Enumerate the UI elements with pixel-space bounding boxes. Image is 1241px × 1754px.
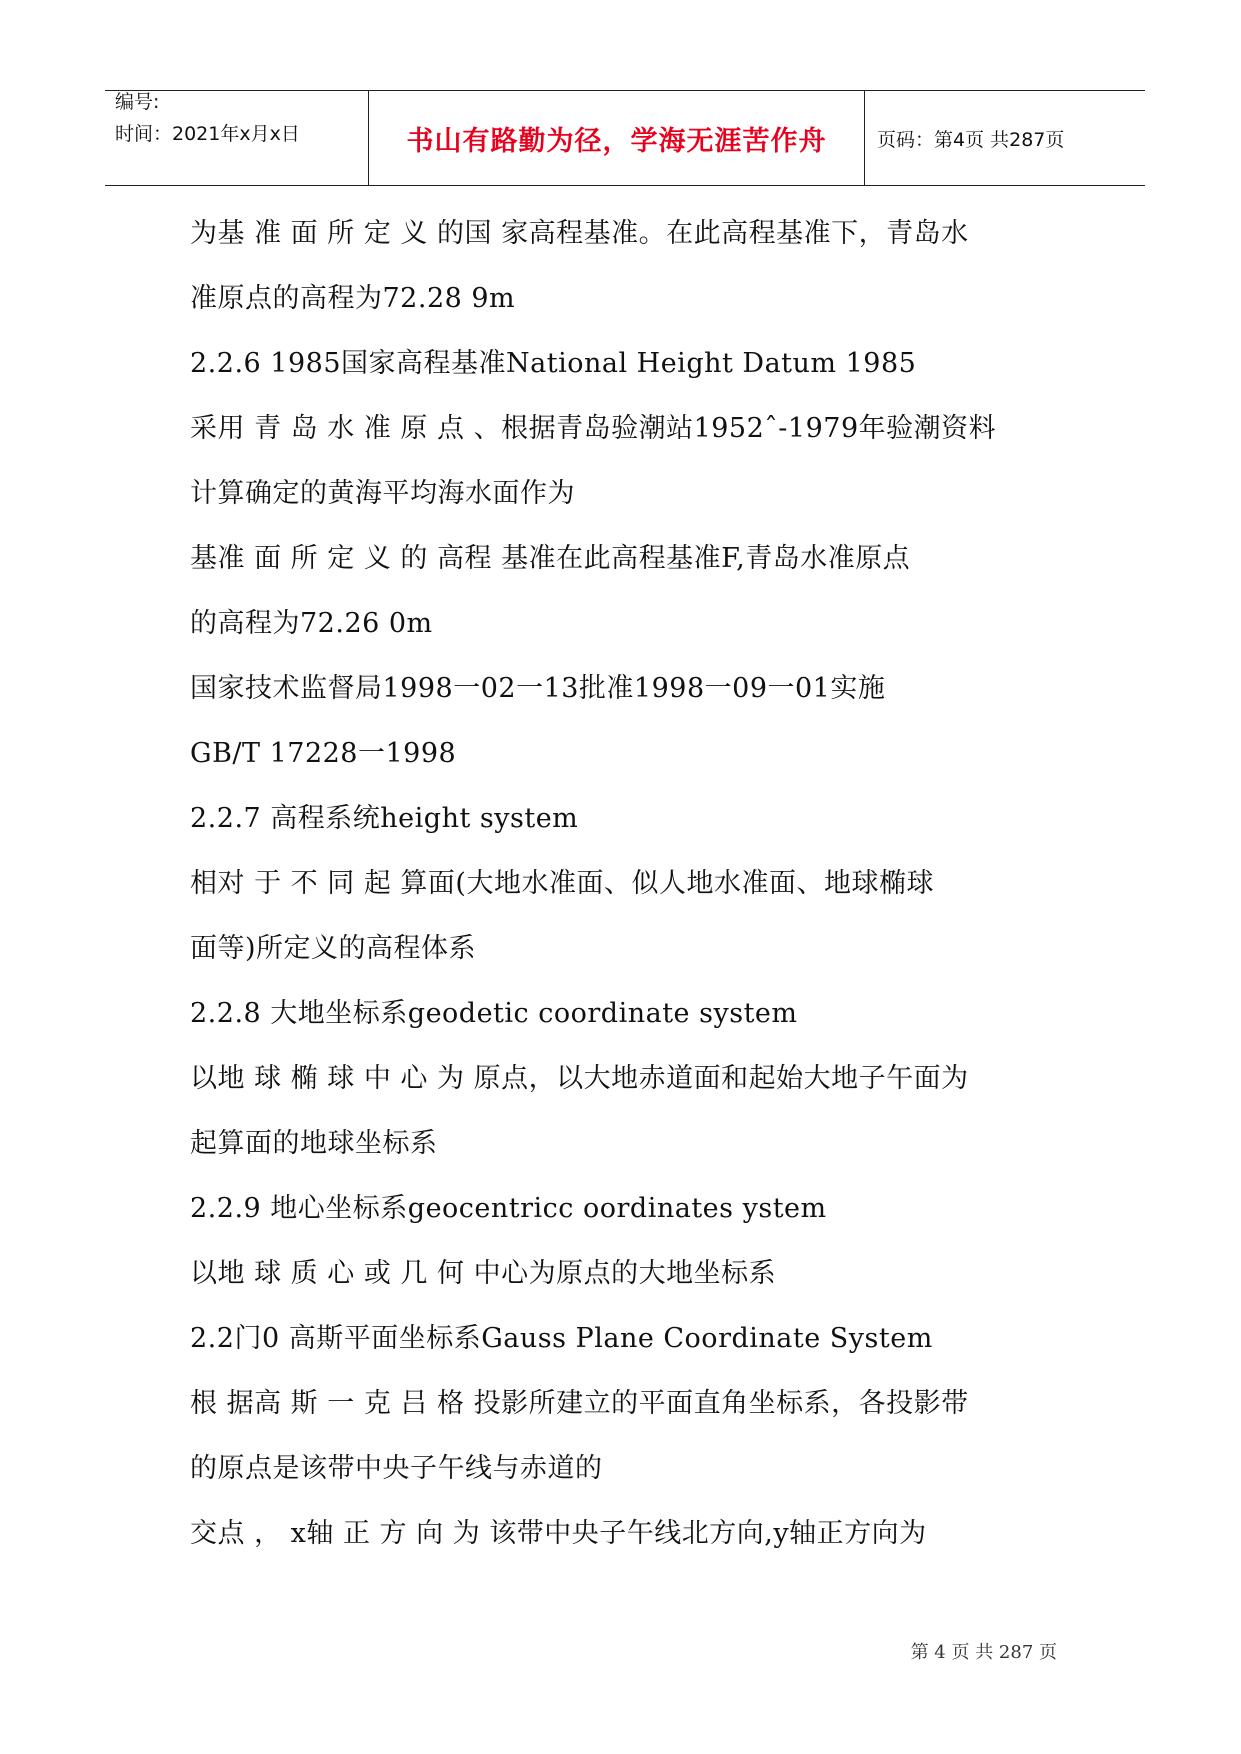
header-page-label: 页码：第4页 共287页 (877, 129, 1065, 151)
section-heading-2-2-6: 2.2.6 1985国家高程基准National Height Datum 1985 (190, 348, 917, 379)
header-motto: 书山有路勤为径，学海无涯苦作舟 (406, 126, 827, 157)
page-footer: 第 4 页 共 287 页 (910, 1642, 1057, 1663)
document-number-label: 编号: (115, 91, 160, 113)
section-heading-2-2-8: 2.2.8 大地坐标系geodetic coordinate system (190, 998, 798, 1029)
body-line: 以地 球 质 心 或 几 何 中心为原点的大地坐标系 (190, 1258, 777, 1289)
body-line: 为基 准 面 所 定 义 的国 家高程基准。在此高程基准下，青岛水 (190, 218, 969, 249)
body-line: 根 据高 斯 一 克 吕 格 投影所建立的平面直角坐标系，各投影带 (190, 1388, 969, 1419)
section-heading-2-2-7: 2.2.7 高程系统height system (190, 803, 579, 834)
header-right-cell (865, 91, 1145, 185)
document-time-label: 时间：2021年x月x日 (115, 123, 300, 145)
body-line: 基准 面 所 定 义 的 高程 基准在此高程基准F,青岛水准原点 (190, 543, 911, 574)
section-heading-2-2-9: 2.2.9 地心坐标系geocentricc oordinates ystem (190, 1193, 827, 1224)
body-line: 相对 于 不 同 起 算面(大地水准面、似人地水准面、地球椭球 (190, 868, 934, 899)
body-line: 的原点是该带中央子午线与赤道的 (190, 1453, 603, 1484)
body-line: 国家技术监督局1998一02一13批准1998一09一01实施 (190, 673, 886, 704)
header-middle-cell (369, 91, 865, 185)
body-line: 计算确定的黄海平均海水面作为 (190, 478, 575, 509)
body-line: 起算面的地球坐标系 (190, 1128, 438, 1159)
section-heading-2-2-10: 2.2门0 高斯平面坐标系Gauss Plane Coordinate System (190, 1323, 933, 1354)
body-line: GB/T 17228一1998 (190, 738, 457, 769)
header-left-cell (105, 91, 369, 185)
body-line: 准原点的高程为72.28 9m (190, 283, 516, 314)
page-header (105, 90, 1145, 186)
body-line: 以地 球 椭 球 中 心 为 原点，以大地赤道面和起始大地子午面为 (190, 1063, 969, 1094)
body-line: 的高程为72.26 0m (190, 608, 433, 639)
body-line: 采用 青 岛 水 准 原 点 、根据青岛验潮站1952ˆ-1979年验潮资料 (190, 413, 997, 444)
body-line: 面等)所定义的高程体系 (190, 933, 477, 964)
body-line: 交点 ， x轴 正 方 向 为 该带中央子午线北方向,y轴正方向为 (190, 1518, 927, 1549)
